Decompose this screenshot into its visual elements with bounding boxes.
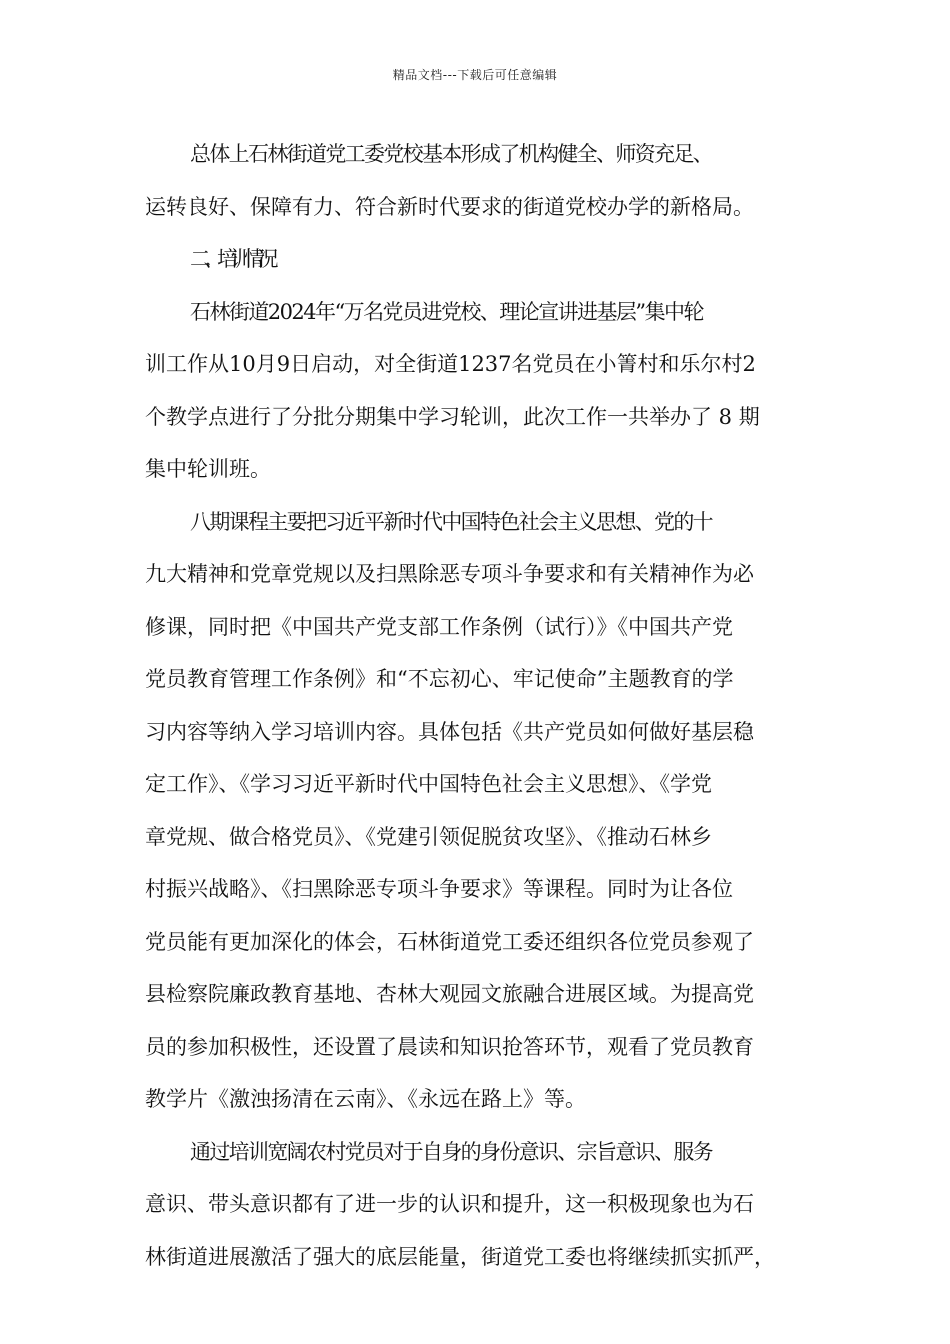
text-line: 习内容等纳入学习培训内容。具体包括《共产党员如何做好基层稳 xyxy=(145,719,754,744)
text-line: 九大精神和党章党规以及扫黑除恶专项斗争要求和有关精神作为必 xyxy=(145,562,754,586)
text-line: 意识、带头意识都有了进一步的认识和提升，这一积极现象也为石 xyxy=(145,1192,754,1216)
text-line: 个教学点进行了分批分期集中学习轮训，此次工作一共举办了 8 期 xyxy=(145,404,760,429)
text-line: 通过培训宽阔农村党员对于自身的身份意识、宗旨意识、服务 xyxy=(190,1139,712,1164)
text-line: 总体上石林街道党工委党校基本形成了机构健全、师资充足、 xyxy=(190,142,712,166)
text-line: 石林街道2024年“万名党员进党校、理论宣讲进基层”集中轮 xyxy=(190,299,703,324)
text-line: 村振兴战略》、《扫黑除恶专项斗争要求》等课程。同时为让各位 xyxy=(145,877,733,901)
text-line: 党员能有更加深化的体会，石林街道党工委还组织各位党员参观了 xyxy=(145,929,754,954)
text-line: 章党规、做合格党员》、《党建引领促脱贫攻坚》、《推动石林乡 xyxy=(145,824,712,849)
text-line: 员的参加积极性，还设置了晨读和知识抢答环节，观看了党员教育 xyxy=(145,1034,754,1059)
text-line: 训工作从10月9日启动，对全街道1237名党员在小箐村和乐尔村2 xyxy=(145,352,756,376)
document-body xyxy=(145,128,815,1283)
text-line: 党员教育管理工作条例》和“不忘初心、牢记使命”主题教育的学 xyxy=(145,667,734,691)
page-header: 精品文档---下载后可任意编辑 xyxy=(392,68,558,82)
text-line: 修课，同时把《中国共产党支部工作条例（试行）》《中国共产党 xyxy=(145,614,733,639)
text-line: 集中轮训班。 xyxy=(145,457,271,481)
text-line: 县检察院廉政教育基地、杏林大观园文旅融合进展区域。为提高党 xyxy=(145,982,754,1006)
text-line: 定工作》、《学习习近平新时代中国特色社会主义思想》、《学党 xyxy=(145,772,712,796)
text-line: 林街道进展激活了强大的底层能量，街道党工委也将继续抓实抓严， xyxy=(145,1244,775,1269)
text-line: 八期课程主要把习近平新时代中国特色社会主义思想、党的十 xyxy=(190,509,712,534)
section-heading: 二、培训情况 xyxy=(190,247,271,271)
text-line: 运转良好、保障有力、符合新时代要求的街道党校办学的新格局。 xyxy=(145,194,754,219)
text-line: 教学片《激浊扬清在云南》、《永远在路上》等。 xyxy=(145,1087,586,1111)
